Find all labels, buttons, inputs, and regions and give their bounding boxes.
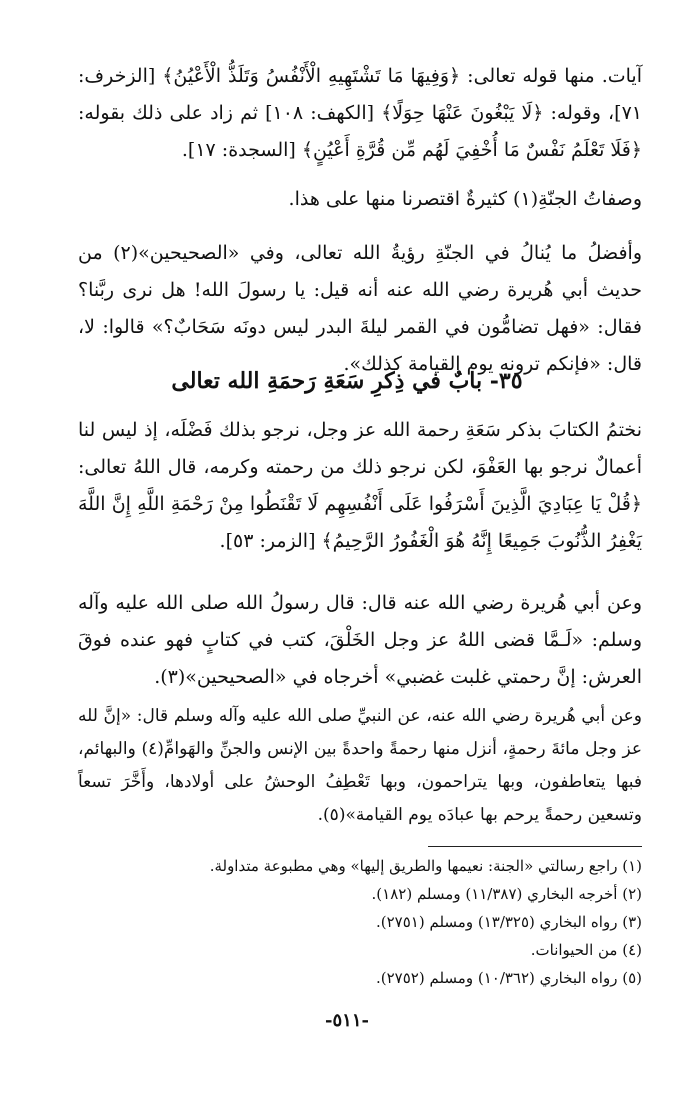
footnote-item: (٥) رواه البخاري (١٠/٣٦٢) ومسلم (٢٧٥٢). bbox=[375, 969, 642, 987]
page-number: -٥١١- bbox=[325, 1010, 369, 1031]
paragraph-paradise-attributes: وصفاتُ الجنّةِ(١) كثيرةٌ اقتصرنا منها على هذا. bbox=[288, 188, 642, 210]
paragraph-chapter-intro: نختمُ الكتابَ بذكر سَعَةِ رحمة الله عز وجل، نرجو بذلك فَضْلَه، إذ ليس لنا أعمالٌ نرجو بها العَفْوَ، لكن نرجو ذلك من رحمته وكرمه، قال اللهُ تعالى: ﴿قُلْ يَا عِبَادِيَ الَّذِينَ أَسْرَفُوا عَلَى أَنْفُسِهِم لَا تَقْنَطُوا مِنْ رَحْمَةِ اللَّهِ إِنَّ اللَّهَ يَغْفِرُ الذُّنُوبَ جَمِيعًا إِنَّهُ هُوَ الْغَفُورُ الرَّحِيمُ﴾ [الزمر: ٥٣]. bbox=[78, 419, 642, 552]
paragraph-hadith-hundred-mercies: وعن أبي هُريرة رضي الله عنه، عن النبيِّ صلى الله عليه وآله وسلم قال: «إنَّ لله عز وجل مائةَ رحمةٍ، أنزل منها رحمةً واحدةً بين الإنس والجنِّ والهَوامِّ(٤) والبهائم، فبها يتعاطفون، وبها يتراحمون، وبها تَعْطِفُ الوحشُ على أولادها، وأَخَّرَ تسعاً وتسعين رحمةً يرحم بها عبادَه يوم القيامة»(٥). bbox=[78, 706, 642, 825]
chapter-heading: ٣٥- بابٌ في ذِكرِ سَعَةِ رَحمَةِ الله تعالى bbox=[171, 368, 523, 394]
footnotes-list bbox=[78, 852, 642, 992]
footnote-item: (١) راجع رسالتي «الجنة: نعيمها والطريق إليها» وهي مطبوعة متداولة. bbox=[209, 857, 642, 875]
footnote-divider bbox=[428, 846, 642, 847]
paragraph-paradise-verses: آيات. منها قوله تعالى: ﴿وَفِيهَا مَا تَشْتَهِيهِ الْأَنْفُسُ وَتَلَذُّ الْأَعْيُنُ﴾ [الزخرف: ٧١]، وقوله: ﴿لَا يَبْغُونَ عَنْهَا حِوَلًا﴾ [الكهف: ١٠٨] ثم زاد على ذلك بقوله: ﴿فَلَا تَعْلَمُ نَفْسٌ مَا أُخْفِيَ لَهُم مِّن قُرَّةِ أَعْيُنٍ﴾ [السجدة: ١٧]. bbox=[78, 65, 642, 161]
footnote-item: (٢) أخرجه البخاري (١١/٣٨٧) ومسلم (١٨٢). bbox=[371, 885, 642, 903]
footnote-item: (٣) رواه البخاري (١٣/٣٢٥) ومسلم (٢٧٥١). bbox=[375, 913, 642, 931]
paragraph-hadith-mercy-prevails: وعن أبي هُريرة رضي الله عنه قال: قال رسولُ الله صلى الله عليه وآله وسلم: «لَـمَّا قضى اللهُ عز وجل الخَلْقَ، كتب في كتابٍ فهو عنده فوقَ العرش: إنَّ رحمتي غلبت غضبي» أخرجاه في «الصحيحين»(٣). bbox=[78, 592, 642, 688]
footnote-item: (٤) من الحيوانات. bbox=[530, 941, 642, 959]
paragraph-seeing-allah: وأفضلُ ما يُنالُ في الجنّةِ رؤيةُ الله تعالى، وفي «الصحيحين»(٢) من حديث أبي هُريرة رضي الله عنه أنه قيل: يا رسولَ الله! هل نرى ربَّنا؟ فقال: «فهل تضامُّون في القمر ليلةَ البدر ليس دونَه سَحَابٌ؟» قالوا: لا، قال: «فإنكم ترونه يوم القيامة كذلك». bbox=[78, 242, 642, 375]
